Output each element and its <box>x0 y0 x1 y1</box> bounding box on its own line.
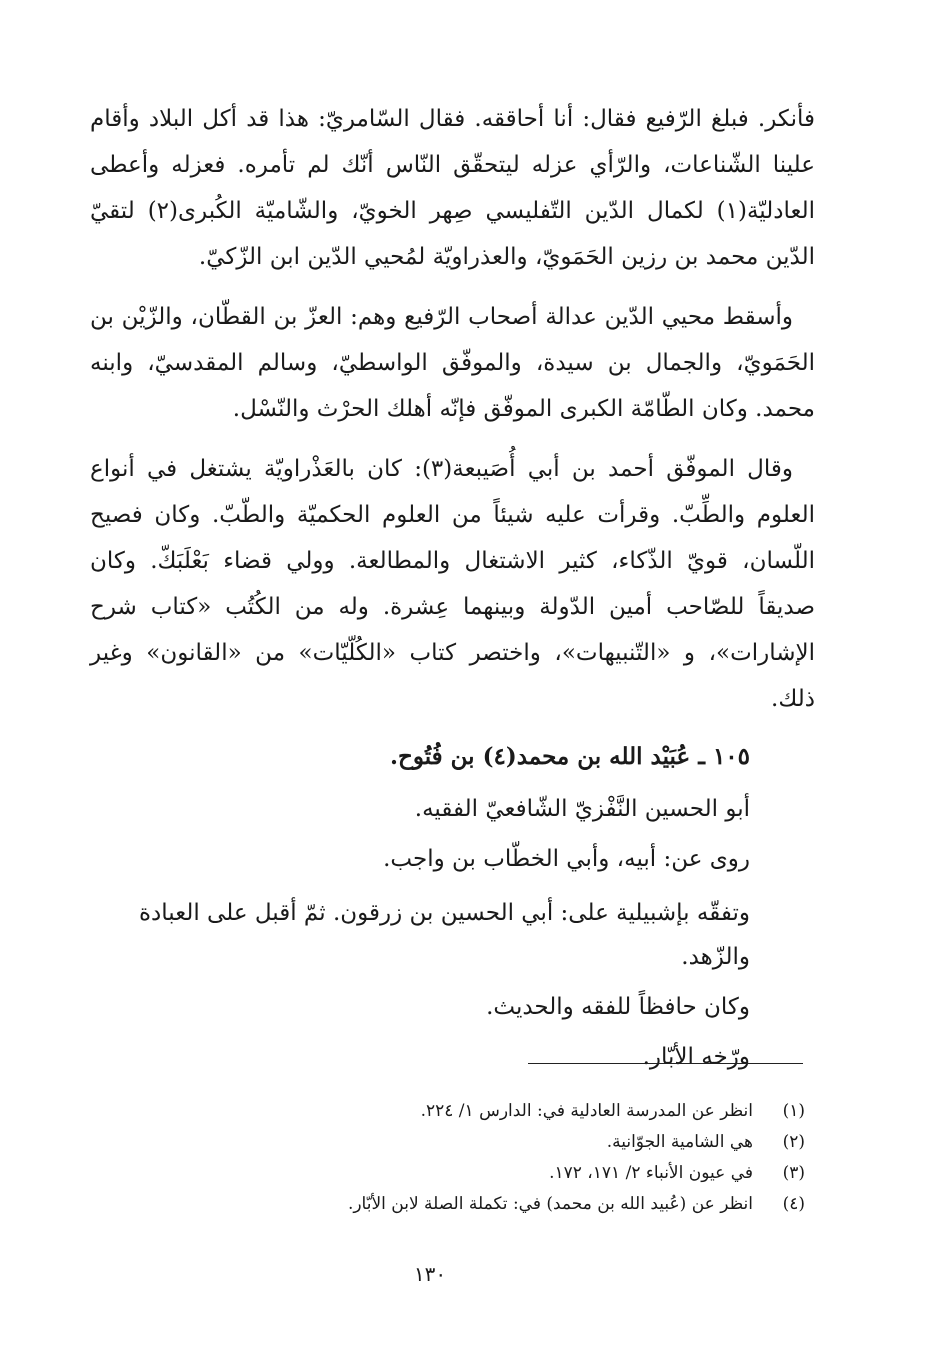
footnote-2 <box>200 1127 805 1158</box>
entry-heading: ١٠٥ ـ عُبَيْد الله بن محمد(٤) بن فُتُوح. <box>389 743 750 770</box>
biography-entry <box>90 735 750 1085</box>
entry-line: روى عن: أبيه، وأبي الخطّاب بن واجب. <box>383 846 750 872</box>
footnote-text: انظر عن (عُبيد الله بن محمد) في: تكملة الصلة لابن الأبّار. <box>347 1194 753 1214</box>
footnote-text: هي الشامية الجوّانية. <box>606 1132 753 1152</box>
footnote-text: في عيون الأنباء ٢/ ١٧١، ١٧٢. <box>549 1163 753 1183</box>
page-number: ١٣٠ <box>413 1262 447 1286</box>
footnote-4 <box>200 1189 805 1220</box>
paragraph-2: وأسقط محيي الدّين عدالة أصحاب الرّفيع وهم: العزّ بن القطّان، والزّيْن بن الحَمَويّ، والجمال بن سيدة، والموفّق الواسطيّ، وسالم المقدسيّ، وابنه محمد. وكان الطّامّة الكبرى الموفّق فإنّه أهلك الحرْث والنّسْل. <box>90 304 815 422</box>
entry-line: وتفقّه بإشبيلية على: أبي الحسين بن زرقون. ثمّ أقبل على العبادة والزّهد. <box>139 900 750 970</box>
footnote-divider <box>528 1063 803 1064</box>
footnote-number: (٣) <box>782 1163 805 1183</box>
footnotes <box>200 1096 805 1220</box>
footnote-number: (٢) <box>782 1132 805 1152</box>
footnote-number: (٤) <box>782 1194 805 1214</box>
footnote-number: (١) <box>782 1101 805 1121</box>
footnote-text: انظر عن المدرسة العادلية في: الدارس ١/ ٢٢٤. <box>420 1101 753 1121</box>
entry-line: أبو الحسين النَّفْزيّ الشّافعيّ الفقيه. <box>414 796 750 822</box>
main-text <box>90 96 815 736</box>
footnote-3 <box>200 1158 805 1189</box>
paragraph-1: فأنكر. فبلغ الرّفيع فقال: أنا أحاققه. فقال السّامريّ: هذا قد أكل البلاد وأقام علينا الشّناعات، والرّأي عزله ليتحقّق النّاس أنّك لم تأمره. فعزله وأعطى العادليّة(١) لكمال الدّين التّفليسي صِهر الخويّ، والشّاميّة الكُبرى(٢) لتقيّ الدّين محمد بن رزين الحَمَويّ، والعذراويّة لمُحيي الدّين ابن الزّكيّ. <box>90 106 815 270</box>
paragraph-3: وقال الموفّق أحمد بن أبي أُصَيبعة(٣): كان بالعَذْراويّة يشتغل في أنواع العلوم والطِّبّ. وقرأت عليه شيئاً من العلوم الحكميّة والطّبّ. وكان فصيح اللّسان، قويّ الذّكاء، كثير الاشتغال والمطالعة. وولي قضاء بَعْلَبَكّ. وكان صديقاً للصّاحب أمين الدّولة وبينهما عِشرة. وله من الكُتُب «كتاب شرح الإشارات»، و «التّنبيهات»، واختصر كتاب «الكُلّيّات» من «القانون» وغير ذلك. <box>90 456 815 712</box>
entry-line: وكان حافظاً للفقه والحديث. <box>486 994 750 1020</box>
footnote-1 <box>200 1096 805 1127</box>
entry-line: ورّخه الأبّار. <box>642 1044 750 1070</box>
